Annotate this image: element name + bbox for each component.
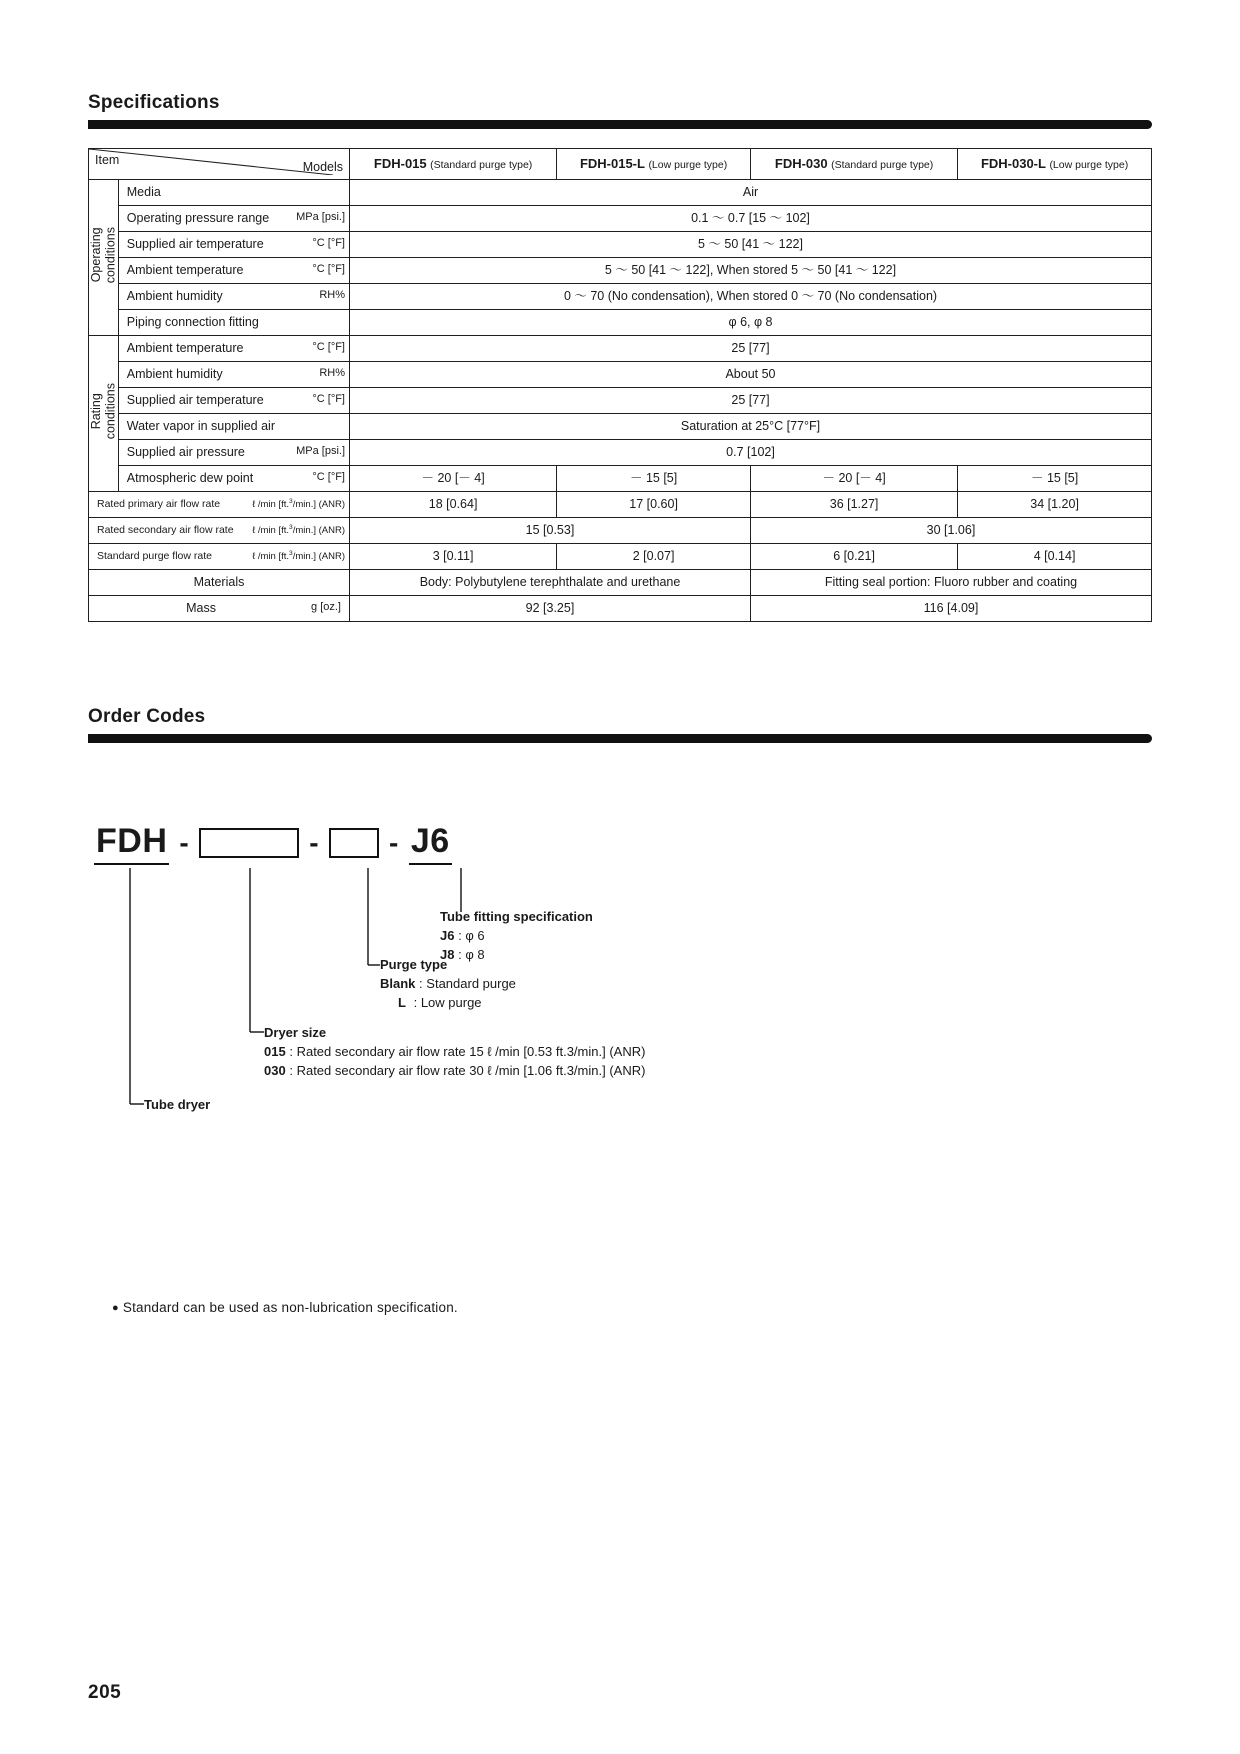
- row-value: 17 [0.60]: [557, 492, 751, 518]
- callout-item: [264, 1043, 645, 1062]
- table-row: [89, 180, 1152, 206]
- row-value: 6 [0.21]: [750, 544, 957, 570]
- row-unit: ℓ /min [ft.$^3$/min.] (ANR): [252, 497, 345, 511]
- table-row: [89, 232, 1152, 258]
- model-column-header-0: [350, 149, 557, 180]
- group-label-rating-conditions: [89, 336, 119, 492]
- row-value: 0.1 ～ 0.7 [15 ～ 102]: [350, 206, 1152, 232]
- row-label: Media: [118, 180, 349, 206]
- order-code-dash: -: [309, 827, 320, 858]
- callout-item: [440, 927, 593, 946]
- row-value: 25 [77]: [350, 388, 1152, 414]
- group-label-text: Rating conditions: [89, 383, 118, 440]
- callout-desc: Rated secondary air flow rate 15 ℓ /min [0.53 ft.3/min.] (ANR): [296, 1043, 646, 1059]
- callout-sep: :: [289, 1062, 293, 1078]
- callout-key: Blank: [380, 975, 416, 991]
- table-row: [89, 310, 1152, 336]
- row-value: 34 [1.20]: [958, 492, 1152, 518]
- item-header-label: Item: [95, 153, 120, 167]
- specifications-section-header: [88, 92, 1152, 129]
- callout-desc: Rated secondary air flow rate 30 ℓ /min [1.06 ft.3/min.] (ANR): [296, 1062, 646, 1078]
- row-label: ℓ /min [ft.$^3$/min.] (ANR) Standard purge flow rate: [89, 544, 350, 570]
- callout-item: [380, 994, 516, 1013]
- table-row: [89, 440, 1152, 466]
- model-code: FDH-015-L: [579, 155, 645, 171]
- order-codes-section-header: [88, 706, 1152, 743]
- row-value: 30 [1.06]: [750, 518, 1151, 544]
- row-value: 18 [0.64]: [350, 492, 557, 518]
- row-value: － 20 [－ 4]: [350, 466, 557, 492]
- model-column-header-2: [750, 149, 957, 180]
- model-code: FDH-030: [774, 155, 828, 171]
- callout-purge-type: [380, 956, 516, 1013]
- callout-key: L: [398, 994, 406, 1010]
- table-header-row: [89, 149, 1152, 180]
- model-code: FDH-030-L: [980, 155, 1046, 171]
- order-code-dash: -: [389, 827, 399, 858]
- row-value: Saturation at 25°C [77°F]: [350, 414, 1152, 440]
- row-value: － 15 [5]: [557, 466, 751, 492]
- row-value: 3 [0.11]: [350, 544, 557, 570]
- row-label: Water vapor in supplied air: [118, 414, 349, 440]
- order-code-prefix: FDH: [94, 822, 169, 865]
- table-row: [89, 544, 1152, 570]
- table-row: [89, 336, 1152, 362]
- row-label: Materials: [89, 570, 350, 596]
- callout-sep: :: [458, 946, 462, 962]
- row-label: °C [°F] Atmospheric dew point: [118, 466, 349, 492]
- table-row: [89, 518, 1152, 544]
- row-label: MPa [psi.] Operating pressure range: [118, 206, 349, 232]
- order-code-dash: -: [179, 827, 190, 858]
- row-value: 5 ～ 50 [41 ～ 122]: [350, 232, 1152, 258]
- specifications-table-wrapper: [88, 148, 1152, 622]
- row-label: °C [°F] Supplied air temperature: [118, 388, 349, 414]
- row-value: 4 [0.14]: [958, 544, 1152, 570]
- leader-lines: [88, 760, 1152, 1180]
- callout-item: [264, 1062, 645, 1081]
- callout-sep: :: [413, 994, 418, 1010]
- callout-desc: φ 6: [465, 927, 485, 943]
- row-label: °C [°F] Supplied air temperature: [118, 232, 349, 258]
- bullet-icon: ●: [112, 1302, 119, 1314]
- row-value: φ 6, φ 8: [350, 310, 1152, 336]
- row-value: About 50: [350, 362, 1152, 388]
- specifications-table: [88, 148, 1152, 622]
- row-value: 2 [0.07]: [557, 544, 751, 570]
- callout-sep: :: [289, 1043, 293, 1059]
- table-row: [89, 414, 1152, 440]
- row-value: Body: Polybutylene terephthalate and urethane: [350, 570, 751, 596]
- order-code-suffix: J6: [409, 822, 452, 865]
- row-label: ℓ /min [ft.$^3$/min.] (ANR) Rated secondary air flow rate: [89, 518, 350, 544]
- model-column-header-1: [557, 149, 751, 180]
- row-label: ℓ /min [ft.$^3$/min.] (ANR) Rated primary air flow rate: [89, 492, 350, 518]
- callout-desc: Low purge: [420, 994, 482, 1010]
- row-value: 0 ～ 70 (No condensation), When stored 0 ～ 70 (No condensation): [350, 284, 1152, 310]
- model-subtitle: (Standard purge type): [430, 158, 533, 171]
- table-row: [89, 570, 1152, 596]
- callout-sep: :: [419, 975, 423, 991]
- row-label: g [oz.] Mass: [89, 596, 350, 622]
- callout-title: Purge type: [380, 957, 448, 972]
- callout-desc: φ 8: [465, 946, 485, 962]
- model-code: FDH-015: [373, 155, 427, 171]
- callout-title: Tube dryer: [144, 1097, 211, 1112]
- row-label: MPa [psi.] Supplied air pressure: [118, 440, 349, 466]
- callout-tube-dryer: [144, 1096, 210, 1115]
- table-row: [89, 388, 1152, 414]
- row-value: 25 [77]: [350, 336, 1152, 362]
- specifications-title: Specifications: [88, 92, 220, 113]
- footnote: [112, 1300, 458, 1315]
- row-label: RH% Ambient humidity: [118, 362, 349, 388]
- model-column-header-3: [958, 149, 1152, 180]
- heading-rule: [88, 120, 1152, 129]
- row-value: 0.7 [102]: [350, 440, 1152, 466]
- order-codes-title: Order Codes: [88, 706, 206, 727]
- row-label: Piping connection fitting: [118, 310, 349, 336]
- row-label: °C [°F] Ambient temperature: [118, 258, 349, 284]
- row-value: 5 ～ 50 [41 ～ 122], When stored 5 ～ 50 [41 ～ 122]: [350, 258, 1152, 284]
- page-number: 205: [88, 1682, 122, 1703]
- item-models-header-cell: [89, 149, 350, 180]
- row-value: － 15 [5]: [958, 466, 1152, 492]
- model-subtitle: (Low purge type): [648, 158, 728, 171]
- group-label-operating-conditions: [89, 180, 119, 336]
- row-value: 15 [0.53]: [350, 518, 751, 544]
- callout-key: 030: [264, 1062, 286, 1078]
- table-row: [89, 206, 1152, 232]
- callout-title: Dryer size: [264, 1025, 327, 1040]
- table-row: [89, 284, 1152, 310]
- row-label: °C [°F] Ambient temperature: [118, 336, 349, 362]
- row-value: Air: [350, 180, 1152, 206]
- table-row: [89, 362, 1152, 388]
- group-label-text: Operating conditions: [89, 227, 118, 284]
- row-label: RH% Ambient humidity: [118, 284, 349, 310]
- heading-rule: [88, 734, 1152, 743]
- footnote-text: Standard can be used as non-lubrication specification.: [122, 1300, 458, 1315]
- model-subtitle: (Low purge type): [1049, 158, 1129, 171]
- callout-key: 015: [264, 1043, 286, 1059]
- callout-sep: :: [458, 927, 462, 943]
- row-unit: ℓ /min [ft.$^3$/min.] (ANR): [252, 549, 345, 563]
- callout-desc: Standard purge: [426, 975, 516, 991]
- row-value: － 20 [－ 4]: [750, 466, 957, 492]
- row-value: 36 [1.27]: [750, 492, 957, 518]
- model-subtitle: (Standard purge type): [831, 158, 934, 171]
- table-row: [89, 466, 1152, 492]
- callout-key: J6: [440, 927, 455, 943]
- row-value: 92 [3.25]: [350, 596, 751, 622]
- models-header-label: Models: [302, 160, 343, 175]
- callout-item: [380, 975, 516, 994]
- row-value: 116 [4.09]: [750, 596, 1151, 622]
- table-row: [89, 258, 1152, 284]
- row-unit: ℓ /min [ft.$^3$/min.] (ANR): [252, 523, 345, 537]
- callout-dryer-size: [264, 1024, 645, 1081]
- callout-key: J8: [440, 946, 455, 962]
- table-row: [89, 492, 1152, 518]
- callout-title: Tube fitting specification: [440, 909, 593, 924]
- table-row: [89, 596, 1152, 622]
- row-value: Fitting seal portion: Fluoro rubber and coating: [750, 570, 1151, 596]
